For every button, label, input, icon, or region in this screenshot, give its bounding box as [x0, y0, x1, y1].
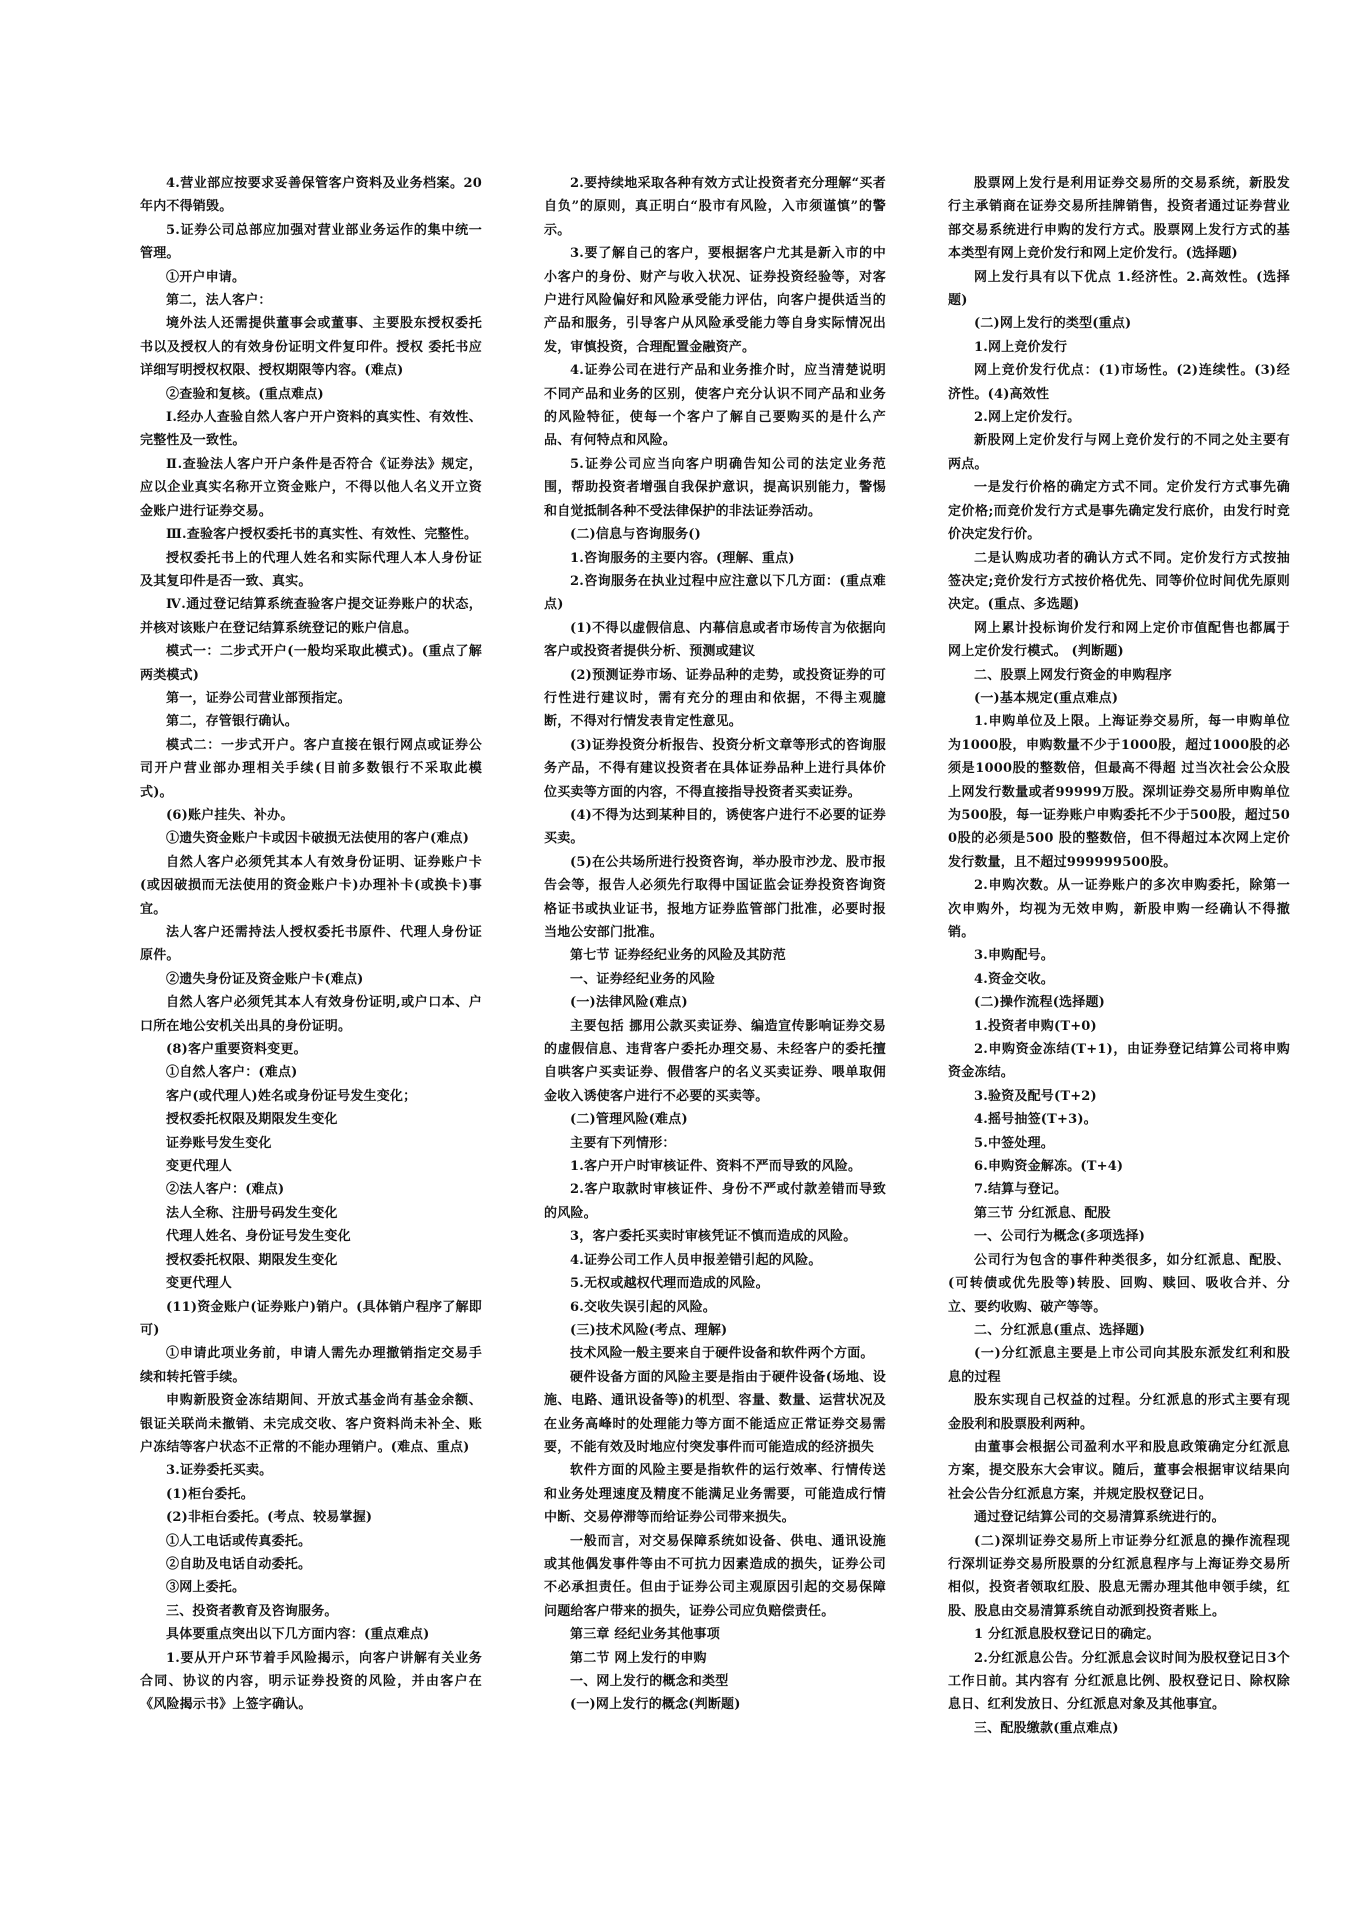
- paragraph: 境外法人还需提供董事会或董事、主要股东授权委托书以及授权人的有效身份证明文件复印件。授权 委托书应详细写明授权权限、授权期限等内容。(难点): [140, 316, 482, 379]
- paragraph: 2.申购次数。从一证券账户的多次申购委托，除第一次申购外，均视为无效申购，新股申购一经确认不得撤销。: [948, 878, 1290, 940]
- paragraph: 一、网上发行的概念和类型: [570, 1674, 729, 1689]
- paragraph: 由董事会根据公司盈利水平和股息政策确定分红派息方案，提交股东大会审议。随后，董事会根据审议结果向社会公告分红派息方案，并规定股权登记日。: [948, 1439, 1290, 1502]
- paragraph: ②查验和复核。(重点难点): [166, 386, 324, 402]
- paragraph: 6.申购资金解冻。(T+4): [974, 1159, 1124, 1175]
- paragraph: 网上竞价发行优点：(1)市场性。(2)连续性。(3)经济性。(4)高效性: [948, 363, 1290, 402]
- paragraph: 3.验资及配号(T+2): [974, 1088, 1097, 1104]
- paragraph: (2)预测证券市场、证券品种的走势，或投资证券的可行性进行建议时，需有充分的理由和依据，不得主观臆断，不得对行情发表肯定性意见。: [544, 667, 886, 730]
- paragraph: 第二节 网上发行的申购: [570, 1650, 707, 1666]
- paragraph: ①申请此项业务前，申请人需先办理撤销指定交易手续和转托管手续。: [140, 1346, 482, 1385]
- paragraph: ①人工电话或传真委托。: [166, 1533, 312, 1549]
- paragraph: 三、配股缴款(重点难点): [974, 1720, 1119, 1736]
- paragraph: 自然人客户必须凭其本人有效身份证明,或户口本、户口所在地公安机关出具的身份证明。: [140, 995, 482, 1034]
- paragraph: 法人全称、注册号码发生变化: [166, 1205, 338, 1221]
- paragraph: ①遗失资金账户卡或因卡破损无法使用的客户(难点): [166, 831, 470, 847]
- paragraph: 授权委托书上的代理人姓名和实际代理人本人身份证及其复印件是否一致、真实。: [140, 550, 482, 589]
- paragraph: (二)信息与咨询服务(): [570, 527, 702, 543]
- paragraph: 股东实现自己权益的过程。分红派息的形式主要有现金股利和股票股利两种。: [948, 1393, 1290, 1432]
- paragraph: Ⅰ.经办人查验自然人客户开户资料的真实性、有效性、完整性及一致性。: [140, 410, 482, 449]
- paragraph: 模式二：一步式开户。客户直接在银行网点或证券公司开户营业部办理相关手续(目前多数银行不采取此模式)。: [140, 737, 482, 800]
- paragraph: (1)不得以虚假信息、内幕信息或者市场传言为依据向客户或投资者提供分析、预测或建议: [544, 620, 886, 660]
- paragraph: 3.要了解自己的客户，要根据客户尤其是新入市的中小客户的身份、财产与收入状况、证券投资经验等，对客户进行风险偏好和风险承受能力评估，向客户提供适当的产品和服务，引导客户从风险承受能力等自身实际情况出发，审慎投资，合理配置金融资产。: [544, 246, 886, 355]
- paragraph: ②遗失身份证及资金账户卡(难点): [166, 971, 364, 987]
- paragraph: 1.网上竞价发行: [974, 339, 1068, 355]
- paragraph: 三、投资者教育及咨询服务。: [166, 1603, 338, 1619]
- paragraph: 1.要从开户环节着手风险揭示，向客户讲解有关业务合同、协议的内容，明示证券投资的风险，并由客户在《风险揭示书》上签字确认。: [140, 1650, 482, 1713]
- paragraph: (一)分红派息主要是上市公司向其股东派发红利和股息的过程: [948, 1346, 1290, 1385]
- paragraph: (1)柜台委托。: [166, 1486, 254, 1502]
- paragraph: 二、股票上网发行资金的申购程序: [974, 667, 1173, 683]
- paragraph: (2)非柜台委托。(考点、较易掌握): [166, 1510, 373, 1526]
- paragraph: ②法人客户：(难点): [166, 1182, 285, 1198]
- paragraph: 第三章 经纪业务其他事项: [570, 1627, 720, 1643]
- paragraph: 股票网上发行是利用证券交易所的交易系统，新股发行主承销商在证券交易所挂牌销售，投资者通过证券营业部交易系统进行申购的发行方式。股票网上发行方式的基本类型有网上竞价发行和网上定价发行。(选择题): [948, 176, 1290, 262]
- paragraph: ①自然人客户：(难点): [166, 1065, 298, 1081]
- paragraph: (6)账户挂失、补办。: [166, 807, 294, 823]
- paragraph: 2.客户取款时审核证件、身份不严或付款差错而导致的风险。: [544, 1182, 886, 1221]
- paragraph: 6.交收失误引起的风险。: [570, 1299, 716, 1315]
- paragraph: 网上发行具有以下优点 1.经济性。2.高效性。(选择题): [948, 269, 1290, 309]
- paragraph: Ⅳ.通过登记结算系统查验客户提交证券账户的状态，并核对该账户在登记结算系统登记的账户信息。: [140, 597, 482, 636]
- paragraph: ①开户申请。: [166, 269, 246, 285]
- paragraph: 第一，证券公司营业部预指定。: [166, 690, 351, 706]
- paragraph: 2.申购资金冻结(T+1)，由证券登记结算公司将申购资金冻结。: [948, 1042, 1290, 1081]
- paragraph: (8)客户重要资料变更。: [166, 1042, 307, 1058]
- paragraph: 网上累计投标询价发行和网上定价市值配售也都属于网上定价发行模式。 (判断题): [948, 620, 1290, 660]
- paragraph: ②自助及电话自动委托。: [166, 1556, 312, 1572]
- paragraph: 3.证券委托买卖。: [166, 1463, 273, 1479]
- paragraph: (二)操作流程(选择题): [974, 995, 1106, 1011]
- paragraph: 一般而言，对交易保障系统如设备、供电、通讯设施或其他偶发事件等由不可抗力因素造成的损失，证券公司不必承担责任。但由于证券公司主观原因引起的交易保障问题给客户带来的损失，证券公司应负赔偿责任。: [544, 1533, 886, 1619]
- paragraph: 二是认购成功者的确认方式不同。定价发行方式按抽签决定;竞价发行方式按价格优先、同等价位时间优先原则决定。(重点、多选题): [948, 550, 1290, 613]
- paragraph: 主要有下列情形：: [570, 1135, 676, 1151]
- paragraph: 模式一：二步式开户(一般均采取此模式)。(重点了解两类模式): [140, 644, 482, 683]
- paragraph: 4.证券公司工作人员申报差错引起的风险。: [570, 1252, 822, 1268]
- paragraph: 硬件设备方面的风险主要是指由于硬件设备(场地、设施、电路、通讯设备等)的机型、容量、数量、运营状况及在业务高峰时的处理能力等方面不能适应正常证券交易需要，不能有效及时地应付突发事件而可能造成的经济损失: [544, 1369, 886, 1455]
- paragraph: 7.结算与登记。: [974, 1182, 1068, 1198]
- paragraph: 2.分红派息公告。分红派息会议时间为股权登记日3个工作日前。其内容有 分红派息比例、股权登记日、除权除息日、红利发放日、分红派息对象及其他事宜。: [948, 1650, 1290, 1713]
- paragraph: (3)证券投资分析报告、投资分析文章等形式的咨询服务产品，不得有建议投资者在具体证券品种上进行具体价位买卖等方面的内容，不得直接指导投资者买卖证券。: [544, 737, 886, 800]
- paragraph: 软件方面的风险主要是指软件的运行效率、行情传送和业务处理速度及精度不能满足业务需要，可能造成行情中断、交易停滞等而给证券公司带来损失。: [544, 1463, 886, 1526]
- paragraph: 证券账号发生变化: [166, 1135, 272, 1151]
- paragraph: 主要包括 挪用公款买卖证券、编造宣传影响证券交易的虚假信息、违背客户委托办理交易、未经客户的委托擅自哄客户买卖证券、假借客户的名义买卖证券、喂单取佣金收入诱使客户进行不必要的买卖等。: [544, 1018, 886, 1104]
- paragraph: 1.申购单位及上限。上海证券交易所，每一申购单位为1000股，申购数量不少于1000股，超过1000股的必须是1000股的整数倍，但最高不得超 过当次社会公众股上网发行数量或者99999万股。深圳证券交易所申购单位为500股，每一证券账户申购委托不少于500股，超过500股的必须是500 股的整数倍，但不得超过本次网上定价发行数量，且不超过999999500股。: [948, 714, 1290, 870]
- paragraph: 法人客户还需持法人授权委托书原件、代理人身份证原件。: [140, 925, 482, 964]
- text-column-left: [140, 172, 482, 1717]
- paragraph: 4.营业部应按要求妥善保管客户资料及业务档案。20年内不得销毁。: [140, 176, 482, 215]
- paragraph: 授权委托权限、期限发生变化: [166, 1252, 338, 1268]
- paragraph: 1 分红派息股权登记日的确定。: [974, 1627, 1160, 1643]
- paragraph: 客户(或代理人)姓名或身份证号发生变化；: [166, 1088, 417, 1104]
- paragraph: 2.要持续地采取各种有效方式让投资者充分理解“买者自负”的原则，真正明白“股市有风险，入市须谨慎”的警示。: [544, 176, 886, 238]
- paragraph: 二、分红派息(重点、选择题): [974, 1322, 1146, 1338]
- text-column-middle: [544, 172, 886, 1717]
- paragraph: 公司行为包含的事件种类很多，如分红派息、配股、(可转债或优先股等)转股、回购、赎回、吸收合并、分立、要约收购、破产等等。: [948, 1252, 1290, 1315]
- paragraph: 5.证券公司应当向客户明确告知公司的法定业务范围，帮助投资者增强自我保护意识，提高识别能力，警惕和自觉抵制各种不受法律保护的非法证券活动。: [544, 456, 886, 519]
- paragraph: 一、公司行为概念(多项选择): [974, 1229, 1146, 1245]
- paragraph: 第二，法人客户：: [166, 293, 272, 309]
- paragraph: 1.客户开户时审核证件、资料不严而导致的风险。: [570, 1159, 862, 1175]
- paragraph: Ⅱ.查验法人客户开户条件是否符合《证券法》规定，应以企业真实名称开立资金账户，不得以他人名义开立资金账户进行证券交易。: [140, 456, 482, 519]
- paragraph: 变更代理人: [166, 1276, 233, 1292]
- paragraph: 代理人姓名、身份证号发生变化: [166, 1229, 351, 1245]
- paragraph: 变更代理人: [166, 1159, 233, 1175]
- paragraph: 第三节 分红派息、配股: [974, 1205, 1111, 1221]
- paragraph: (11)资金账户(证券账户)销户。(具体销户程序了解即可): [140, 1299, 482, 1338]
- paragraph: 授权委托权限及期限发生变化: [166, 1112, 338, 1128]
- paragraph: 4.摇号抽签(T+3)。: [974, 1112, 1097, 1128]
- paragraph: 新股网上定价发行与网上竞价发行的不同之处主要有两点。: [948, 433, 1290, 472]
- paragraph: (二)管理风险(难点): [570, 1112, 688, 1128]
- paragraph: 自然人客户必须凭其本人有效身份证明、证券账户卡(或因破损而无法使用的资金账户卡)办理补卡(或换卡)事宜。: [140, 854, 482, 917]
- paragraph: 5.无权或越权代理而造成的风险。: [570, 1276, 769, 1292]
- paragraph: 4.证券公司在进行产品和业务推介时，应当清楚说明不同产品和业务的区别，使客户充分认识不同产品和业务的风险特征，使每一个客户了解自己要购买的是什么产品、有何特点和风险。: [544, 363, 886, 449]
- paragraph: 1.咨询服务的主要内容。(理解、重点): [570, 550, 795, 566]
- paragraph: 3，客户委托买卖时审核凭证不慎而造成的风险。: [570, 1229, 857, 1245]
- paragraph: 3.申购配号。: [974, 948, 1054, 964]
- paragraph: (一)网上发行的概念(判断题): [570, 1697, 741, 1713]
- paragraph: 2.网上定价发行。: [974, 410, 1081, 426]
- paragraph: 第二，存管银行确认。: [166, 714, 299, 730]
- paragraph: 5.证券公司总部应加强对营业部业务运作的集中统一管理。: [140, 222, 482, 262]
- paragraph: 2.咨询服务在执业过程中应注意以下几方面：(重点难点): [544, 573, 886, 613]
- paragraph: (5)在公共场所进行投资咨询，举办股市沙龙、股市报告会等，报告人必须先行取得中国证监会证券投资咨询资格证书或执业证书，报地方证券监管部门批准，必要时报当地公安部门批准。: [544, 854, 886, 940]
- paragraph: 一、证券经纪业务的风险: [570, 971, 716, 987]
- paragraph: 技术风险一般主要来自于硬件设备和软件两个方面。: [570, 1346, 874, 1362]
- paragraph: (三)技术风险(考点、理解): [570, 1322, 728, 1338]
- paragraph: 第七节 证券经纪业务的风险及其防范: [570, 948, 786, 964]
- paragraph: (一)法律风险(难点): [570, 995, 688, 1011]
- paragraph: (4)不得为达到某种目的，诱使客户进行不必要的证券买卖。: [544, 807, 886, 847]
- paragraph: 5.中签处理。: [974, 1135, 1054, 1151]
- paragraph: 1.投资者申购(T+0): [974, 1018, 1097, 1034]
- paragraph: (二)深圳证券交易所上市证券分红派息的操作流程现行深圳证券交易所股票的分红派息程序与上海证券交易所相似，投资者领取红股、股息无需办理其他申领手续，红股、股息由交易清算系统自动派到投资者账上。: [948, 1533, 1290, 1619]
- text-column-right: [948, 172, 1290, 1740]
- paragraph: 申购新股资金冻结期间、开放式基金尚有基金余额、银证关联尚未撤销、未完成交收、客户资料尚未补全、账户冻结等客户状态不正常的不能办理销户。(难点、重点): [140, 1393, 482, 1455]
- paragraph: 具体要重点突出以下几方面内容：(重点难点): [166, 1627, 430, 1643]
- paragraph: (二)网上发行的类型(重点): [974, 316, 1132, 332]
- paragraph: 通过登记结算公司的交易清算系统进行的。: [974, 1510, 1225, 1526]
- paragraph: 4.资金交收。: [974, 971, 1054, 987]
- paragraph: (一)基本规定(重点难点): [974, 690, 1119, 706]
- paragraph: ③网上委托。: [166, 1580, 246, 1596]
- paragraph: 一是发行价格的确定方式不同。定价发行方式事先确定价格;而竞价发行方式是事先确定发行底价，由发行时竞价决定发行价。: [948, 480, 1290, 543]
- paragraph: Ⅲ.查验客户授权委托书的真实性、有效性、完整性。: [166, 527, 478, 543]
